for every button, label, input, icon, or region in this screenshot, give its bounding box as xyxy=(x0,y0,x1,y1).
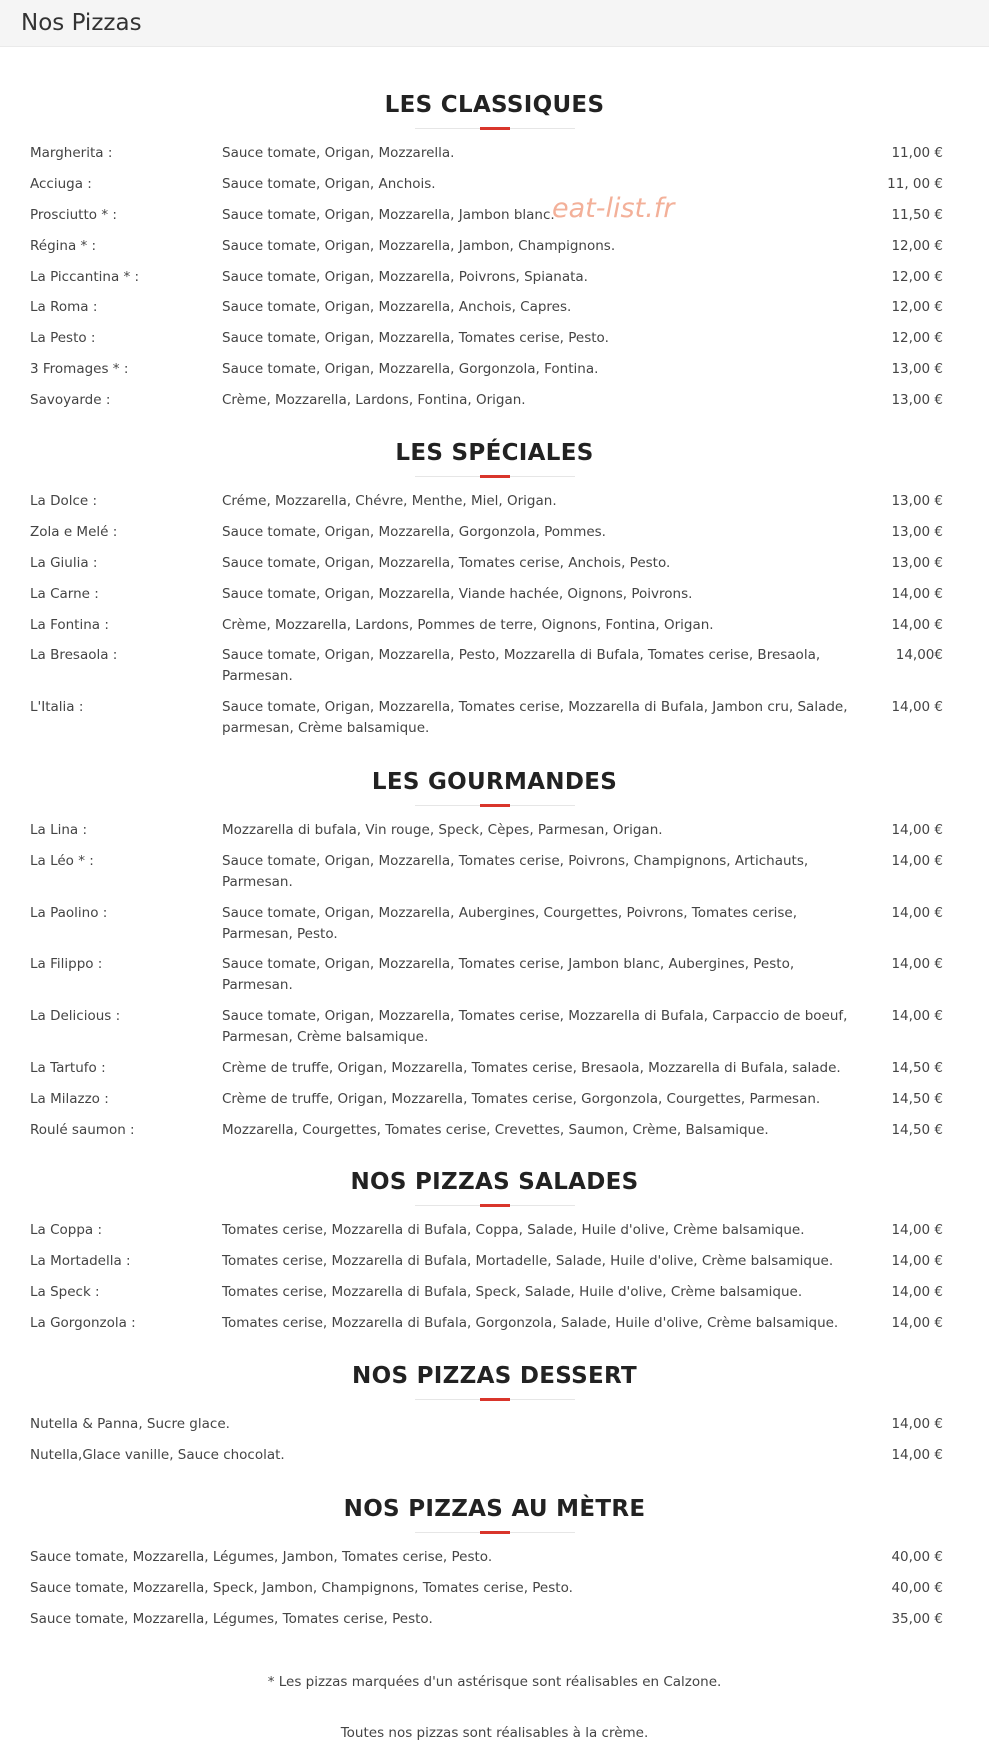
item-name: Prosciutto * : xyxy=(30,207,117,223)
section-divider xyxy=(415,1395,575,1405)
item-name: La Paolino : xyxy=(30,905,108,921)
item-name: 3 Fromages * : xyxy=(30,361,129,377)
section-title: LES SPÉCIALES xyxy=(395,440,594,466)
item-description: Sauce tomate, Origan, Mozzarella, Aubergines, Courgettes, Poivrons, Tomates cerise, Parmesan, Pesto. xyxy=(222,905,798,942)
item-description: Sauce tomate, Origan, Mozzarella, Tomates cerise, Anchois, Pesto. xyxy=(222,555,671,571)
calzone-note: * Les pizzas marquées d'un astérisque sont réalisables en Calzone. xyxy=(267,1674,722,1690)
item-name: La Giulia : xyxy=(30,555,98,571)
item-name: Roulé saumon : xyxy=(30,1122,135,1138)
item-description: Crème de truffe, Origan, Mozzarella, Tomates cerise, Gorgonzola, Courgettes, Parmesan. xyxy=(222,1091,821,1107)
item-price: 14,00 € xyxy=(891,1284,943,1300)
cream-note: Toutes nos pizzas sont réalisables à la crème. xyxy=(340,1725,649,1741)
item-price: 13,00 € xyxy=(891,392,943,408)
item-price: 14,00 € xyxy=(891,1008,943,1024)
item-name: Zola e Melé : xyxy=(30,524,118,540)
item-price: 14,00 € xyxy=(891,905,943,921)
item-name: La Gorgonzola : xyxy=(30,1315,136,1331)
item-description: Tomates cerise, Mozzarella di Bufala, Coppa, Salade, Huile d'olive, Crème balsamique. xyxy=(222,1222,805,1238)
item-price: 12,00 € xyxy=(891,269,943,285)
section-title: LES GOURMANDES xyxy=(371,769,618,795)
item-price: 13,00 € xyxy=(891,493,943,509)
item-price: 12,00 € xyxy=(891,330,943,346)
item-price: 14,00 € xyxy=(891,1222,943,1238)
item-price: 14,00 € xyxy=(891,586,943,602)
item-description: Sauce tomate, Origan, Mozzarella, Anchois, Capres. xyxy=(222,299,572,315)
item-description: Tomates cerise, Mozzarella di Bufala, Speck, Salade, Huile d'olive, Crème balsamique. xyxy=(222,1284,803,1300)
section-divider xyxy=(415,1201,575,1211)
item-description: Crème, Mozzarella, Lardons, Fontina, Origan. xyxy=(222,392,526,408)
item-price: 11, 00 € xyxy=(887,176,943,192)
item-name: La Bresaola : xyxy=(30,647,118,663)
item-price: 14,00€ xyxy=(895,647,943,663)
header-bar xyxy=(0,0,989,47)
section-title: NOS PIZZAS SALADES xyxy=(350,1169,639,1195)
item-description: Tomates cerise, Mozzarella di Bufala, Mortadelle, Salade, Huile d'olive, Crème balsamique. xyxy=(222,1253,834,1269)
item-description: Sauce tomate, Origan, Mozzarella, Tomates cerise, Mozzarella di Bufala, Jambon cru, Salade, parmesan, Crème balsamique. xyxy=(222,699,848,736)
section-header xyxy=(0,92,989,134)
item-name: L'Italia : xyxy=(30,699,84,715)
item-name: La Léo * : xyxy=(30,853,94,869)
item-price: 13,00 € xyxy=(891,361,943,377)
item-price: 14,00 € xyxy=(891,1253,943,1269)
item-price: 14,00 € xyxy=(891,1416,943,1432)
item-description: Sauce tomate, Origan, Mozzarella, Pesto, Mozzarella di Bufala, Tomates cerise, Bresaola, Parmesan. xyxy=(222,647,821,684)
item-name: La Delicious : xyxy=(30,1008,121,1024)
item-name: La Piccantina * : xyxy=(30,269,140,285)
item-name: Acciuga : xyxy=(30,176,92,192)
item-price: 14,00 € xyxy=(891,1315,943,1331)
item-description: Nutella,Glace vanille, Sauce chocolat. xyxy=(30,1447,285,1463)
item-description: Créme, Mozzarella, Chévre, Menthe, Miel, Origan. xyxy=(222,493,557,509)
item-price: 11,50 € xyxy=(891,207,943,223)
page-title: Nos Pizzas xyxy=(21,10,142,36)
section-title: NOS PIZZAS DESSERT xyxy=(352,1363,637,1389)
item-description: Sauce tomate, Origan, Mozzarella, Gorgonzola, Pommes. xyxy=(222,524,606,540)
item-name: La Coppa : xyxy=(30,1222,103,1238)
item-description: Sauce tomate, Origan, Mozzarella, Viande hachée, Oignons, Poivrons. xyxy=(222,586,693,602)
section-divider xyxy=(415,801,575,811)
item-price: 40,00 € xyxy=(891,1580,943,1596)
item-name: La Milazzo : xyxy=(30,1091,109,1107)
item-description: Sauce tomate, Mozzarella, Speck, Jambon, Champignons, Tomates cerise, Pesto. xyxy=(30,1580,573,1596)
item-name: La Dolce : xyxy=(30,493,98,509)
item-description: Sauce tomate, Mozzarella, Légumes, Jambon, Tomates cerise, Pesto. xyxy=(30,1549,493,1565)
section-divider xyxy=(415,124,575,134)
item-price: 12,00 € xyxy=(891,299,943,315)
item-description: Tomates cerise, Mozzarella di Bufala, Gorgonzola, Salade, Huile d'olive, Crème balsamique. xyxy=(222,1315,839,1331)
section-header xyxy=(0,769,989,811)
item-description: Nutella & Panna, Sucre glace. xyxy=(30,1416,230,1432)
item-price: 14,00 € xyxy=(891,853,943,869)
item-price: 14,00 € xyxy=(891,1447,943,1463)
item-name: La Mortadella : xyxy=(30,1253,131,1269)
item-price: 14,50 € xyxy=(891,1060,943,1076)
item-price: 14,00 € xyxy=(891,956,943,972)
section-header xyxy=(0,1363,989,1405)
section-divider xyxy=(415,1528,575,1538)
item-name: La Fontina : xyxy=(30,617,109,633)
item-description: Sauce tomate, Origan, Mozzarella, Tomates cerise, Poivrons, Champignons, Artichauts, Parmesan. xyxy=(222,853,809,890)
item-price: 14,00 € xyxy=(891,617,943,633)
item-name: Savoyarde : xyxy=(30,392,111,408)
item-name: La Lina : xyxy=(30,822,88,838)
item-name: La Pesto : xyxy=(30,330,96,346)
item-description: Mozzarella, Courgettes, Tomates cerise, Crevettes, Saumon, Crème, Balsamique. xyxy=(222,1122,769,1138)
item-price: 11,00 € xyxy=(891,145,943,161)
item-description: Sauce tomate, Origan, Mozzarella, Tomates cerise, Pesto. xyxy=(222,330,609,346)
item-price: 12,00 € xyxy=(891,238,943,254)
item-price: 40,00 € xyxy=(891,1549,943,1565)
item-description: Crème, Mozzarella, Lardons, Pommes de terre, Oignons, Fontina, Origan. xyxy=(222,617,714,633)
item-price: 14,00 € xyxy=(891,822,943,838)
section-header xyxy=(0,440,989,482)
item-description: Sauce tomate, Mozzarella, Légumes, Tomates cerise, Pesto. xyxy=(30,1611,433,1627)
section-header xyxy=(0,1496,989,1538)
item-description: Sauce tomate, Origan, Mozzarella, Tomates cerise, Jambon blanc, Aubergines, Pesto, Parmesan. xyxy=(222,956,795,993)
section-header xyxy=(0,1169,989,1211)
item-price: 14,50 € xyxy=(891,1091,943,1107)
item-description: Sauce tomate, Origan, Mozzarella, Jambon blanc. xyxy=(222,207,555,223)
watermark: eat-list.fr xyxy=(552,193,675,224)
item-description: Sauce tomate, Origan, Mozzarella, Poivrons, Spianata. xyxy=(222,269,588,285)
section-title: NOS PIZZAS AU MÈTRE xyxy=(343,1496,646,1522)
item-price: 14,00 € xyxy=(891,699,943,715)
item-description: Sauce tomate, Origan, Mozzarella, Jambon, Champignons. xyxy=(222,238,616,254)
item-description: Sauce tomate, Origan, Mozzarella, Gorgonzola, Fontina. xyxy=(222,361,599,377)
item-price: 35,00 € xyxy=(891,1611,943,1627)
item-name: Régina * : xyxy=(30,238,97,254)
section-title: LES CLASSIQUES xyxy=(384,92,605,118)
section-divider xyxy=(415,472,575,482)
item-name: La Speck : xyxy=(30,1284,100,1300)
item-name: Margherita : xyxy=(30,145,113,161)
item-description: Sauce tomate, Origan, Mozzarella. xyxy=(222,145,455,161)
item-price: 13,00 € xyxy=(891,555,943,571)
item-description: Mozzarella di bufala, Vin rouge, Speck, Cèpes, Parmesan, Origan. xyxy=(222,822,663,838)
item-description: Sauce tomate, Origan, Anchois. xyxy=(222,176,436,192)
item-description: Sauce tomate, Origan, Mozzarella, Tomates cerise, Mozzarella di Bufala, Carpaccio de boeuf, Parmesan, Crème balsamique. xyxy=(222,1008,848,1045)
item-name: La Carne : xyxy=(30,586,99,602)
item-name: La Filippo : xyxy=(30,956,103,972)
item-price: 14,50 € xyxy=(891,1122,943,1138)
item-price: 13,00 € xyxy=(891,524,943,540)
item-description: Crème de truffe, Origan, Mozzarella, Tomates cerise, Bresaola, Mozzarella di Bufala, salade. xyxy=(222,1060,841,1076)
item-name: La Roma : xyxy=(30,299,98,315)
item-name: La Tartufo : xyxy=(30,1060,106,1076)
